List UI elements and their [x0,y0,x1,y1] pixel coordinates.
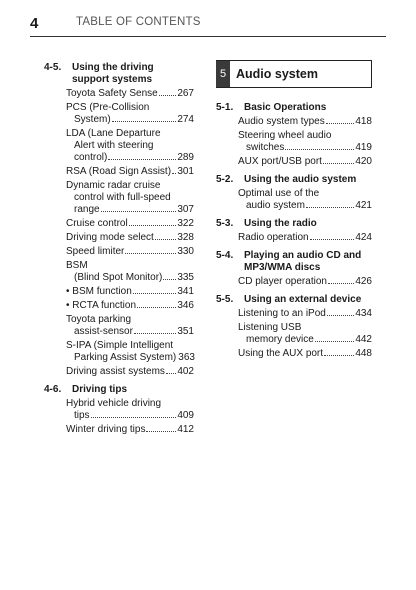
entry-last-line [238,276,372,288]
dot-leader [137,307,176,308]
page-reference: 421 [355,200,372,211]
entry-text-line: • BSM function [66,286,132,297]
toc-section-heading[interactable] [216,218,372,230]
dot-leader [108,159,176,160]
entry-last-line [238,156,372,168]
entry-text-line: Driving assist systems [66,366,165,377]
toc-entry[interactable] [66,232,194,244]
toc-column-right [216,60,372,360]
section-title-line: Using the audio system [244,174,357,185]
page-title: TABLE OF CONTENTS [76,16,201,28]
page-reference: 419 [355,142,372,153]
section-number: 5-2. [216,174,234,185]
chapter-title: Audio system [236,67,318,81]
entry-text-line: Toyota parking [66,314,132,325]
page-reference: 409 [177,410,194,421]
entry-text-line: switches [246,142,285,153]
page-reference: 330 [177,246,194,257]
section-gap [216,244,372,248]
dot-leader [310,239,355,240]
page-reference: 442 [355,334,372,345]
section-title-line: Driving tips [72,384,128,395]
entry-text-line: System) [74,114,111,125]
page-reference: 335 [177,272,194,283]
entry-text-line: CD player operation [238,276,327,287]
entry-last-line [238,142,372,154]
toc-entry[interactable] [238,322,372,346]
entry-last-line [66,204,194,216]
entry-text-line: Using the AUX port [238,348,324,359]
entry-text-line: Speed limiter [66,246,125,257]
entry-last-line [66,114,194,126]
dot-leader [285,149,354,150]
header-divider [30,36,386,37]
entry-text-line: Optimal use of the [238,188,320,199]
dot-leader [101,211,177,212]
entry-text-line: control with full-speed [74,192,171,203]
entry-text-line: Listening to an iPod [238,308,326,319]
entry-text-line: Winter driving tips [66,424,146,435]
toc-column-left [44,60,194,436]
toc-entry[interactable] [66,340,194,364]
toc-section-heading[interactable] [44,384,194,396]
entry-last-line [66,246,194,258]
page-reference: 402 [177,366,194,377]
entry-last-line [238,200,372,212]
entry-last-line [66,166,194,178]
page-reference: 448 [355,348,372,359]
dot-leader [328,283,354,284]
page-number: 4 [30,15,39,32]
section-gap [216,168,372,172]
section-gap [44,378,194,382]
toc-entry[interactable] [66,128,194,164]
page-reference: 301 [177,166,194,177]
section-gap [216,212,372,216]
toc-entry[interactable] [66,102,194,126]
entry-text-line: Alert with steering [74,140,154,151]
dot-leader [163,279,176,280]
dot-leader [159,95,177,96]
section-number: 4-5. [44,62,62,73]
page-reference: 434 [355,308,372,319]
entry-last-line [66,218,194,230]
dot-leader [323,163,354,164]
entry-last-line [238,334,372,346]
toc-entry[interactable] [238,116,372,128]
page-reference: 363 [178,352,195,363]
entry-text-line: (Blind Spot Monitor) [74,272,163,283]
section-number: 5-5. [216,294,234,305]
toc-section-heading[interactable] [216,250,372,274]
entry-text-line: LDA (Lane Departure [66,128,161,139]
entry-last-line [66,326,194,338]
entry-last-line [66,352,194,364]
entry-text-line: Audio system types [238,116,325,127]
toc-entry[interactable] [66,166,194,178]
entry-text-line: audio system [246,200,305,211]
entry-text-line: memory device [246,334,314,345]
dot-leader [129,225,177,226]
page-reference: 346 [177,300,194,311]
entry-text-line: control) [74,152,108,163]
toc-section-heading[interactable] [216,102,372,114]
dot-leader [134,333,176,334]
entry-text-line: Radio operation [238,232,309,243]
entry-text-line: Driving mode select [66,232,154,243]
entry-text-line: S-IPA (Simple Intelligent [66,340,174,351]
entry-last-line [238,348,372,360]
toc-section-heading[interactable] [44,62,194,86]
entry-last-line [66,300,194,312]
entry-last-line [66,88,194,100]
page-reference: 289 [177,152,194,163]
page-reference: 341 [177,286,194,297]
section-title-line: Using the radio [244,218,317,229]
dot-leader [112,121,177,122]
page-reference: 274 [177,114,194,125]
toc-entry[interactable] [66,286,194,298]
page-reference: 267 [177,88,194,99]
entry-last-line [66,152,194,164]
toc-entry[interactable] [66,314,194,338]
entry-text-line: • RCTA function [66,300,137,311]
entry-text-line: PCS (Pre-Collision [66,102,150,113]
toc-section-heading[interactable] [216,174,372,186]
entry-text-line: Listening USB [238,322,302,333]
section-number: 4-6. [44,384,62,395]
entry-last-line [66,410,194,422]
toc-entry[interactable] [66,180,194,216]
toc-entry[interactable] [238,276,372,288]
toc-entry[interactable] [238,188,372,212]
toc-entry[interactable] [66,398,194,422]
toc-entry[interactable] [238,130,372,154]
dot-leader [324,355,354,356]
toc-entry[interactable] [238,232,372,244]
entry-text-line: Cruise control [66,218,128,229]
dot-leader [172,173,176,174]
toc-entry[interactable] [66,300,194,312]
toc-entry[interactable] [66,260,194,284]
entry-text-line: assist-sensor [74,326,133,337]
section-title-line: Playing an audio CD and [244,250,362,261]
toc-section-heading[interactable] [216,294,372,306]
dot-leader [166,373,176,374]
section-title-line: MP3/WMA discs [244,262,321,273]
entry-text-line: Parking Assist System) [74,352,177,363]
section-title-line: Using an external device [244,294,362,305]
dot-leader [146,431,176,432]
section-title-line: support systems [72,74,153,85]
dot-leader [306,207,354,208]
toc-entry[interactable] [238,156,372,168]
dot-leader [91,417,177,418]
page-reference: 424 [355,232,372,243]
entry-last-line [66,272,194,284]
dot-leader [315,341,355,342]
page-reference: 351 [177,326,194,337]
toc-entry[interactable] [238,348,372,360]
page-reference: 426 [355,276,372,287]
entry-last-line [66,286,194,298]
section-title-line: Using the driving [72,62,154,73]
entry-last-line [238,232,372,244]
page-reference: 412 [177,424,194,435]
dot-leader [125,253,176,254]
toc-entry[interactable] [66,246,194,258]
page-reference: 307 [177,204,194,215]
entry-text-line: range [74,204,100,215]
entry-text-line: Toyota Safety Sense [66,88,158,99]
entry-last-line [238,308,372,320]
chapter-heading[interactable] [216,60,372,88]
toc-entry[interactable] [66,366,194,378]
section-number: 5-4. [216,250,234,261]
section-number: 5-1. [216,102,234,113]
entry-last-line [66,366,194,378]
toc-entry[interactable] [66,424,194,436]
section-number: 5-3. [216,218,234,229]
page-header [30,14,386,36]
entry-text-line: Steering wheel audio [238,130,332,141]
page-reference: 328 [177,232,194,243]
entry-text-line: Dynamic radar cruise [66,180,161,191]
page-reference: 418 [355,116,372,127]
section-gap [216,288,372,292]
chapter-number: 5 [216,61,230,87]
section-title-line: Basic Operations [244,102,327,113]
toc-entry[interactable] [238,308,372,320]
dot-leader [326,123,355,124]
entry-text-line: tips [74,410,90,421]
entry-last-line [66,232,194,244]
entry-text-line: AUX port/USB port [238,156,322,167]
entry-text-line: BSM [66,260,88,271]
toc-entry[interactable] [66,88,194,100]
entry-last-line [238,116,372,128]
entry-text-line: Hybrid vehicle driving [66,398,162,409]
dot-leader [133,293,177,294]
entry-text-line: RSA (Road Sign Assist) [66,166,172,177]
page-reference: 420 [355,156,372,167]
entry-last-line [66,424,194,436]
page-reference: 322 [177,218,194,229]
toc-entry[interactable] [66,218,194,230]
dot-leader [155,239,177,240]
dot-leader [327,315,354,316]
